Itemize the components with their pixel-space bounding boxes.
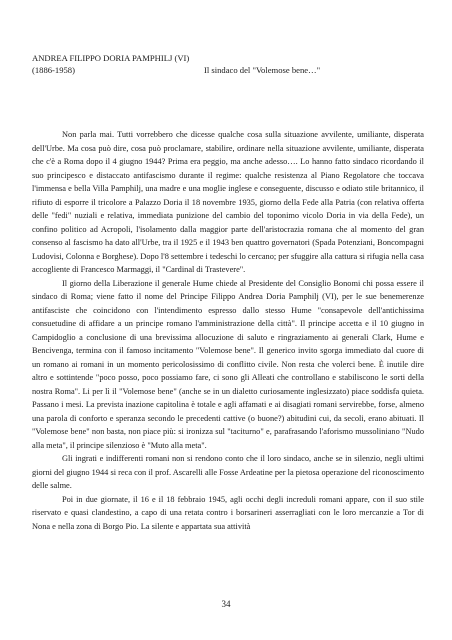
paragraph: Gli ingrati e indifferenti romani non si rendono conto che il loro sindaco, anche se in silenzio, negli ultimi giorni del giugno 1944 si reca con il prof. Ascarelli alle Fosse Ardeatine per la pietosa operazione del riconoscimento delle salme. [32, 454, 424, 490]
chapter-subtitle: Il sindaco del "Volemose bene…" [204, 65, 321, 75]
paragraph: Non parla mai. Tutti vorrebbero che dicesse qualche cosa sulla situazione avvilente, umiliante, disperata dell'Urbe. Ma cosa può dire, cosa può proclamare, stabilire, ordinare nella situazione avvilente, umiliante, disperata che c'è a Roma dopo il 4 giugno 1944? Prima era peggio, ma anche adesso…. Lo hanno fatto sindaco ricordando il suo principesco e distaccato antifascismo durante il regime: qualche resistenza al Piano Regolatore che toccava l'immensa e bella Villa Pamphilj, una madre e una moglie inglese e conseguente, discusso e odiato stile britannico, il rifiuto di esporre il tricolore a Palazzo Doria il 18 novembre 1935, giorno della Fede alla Patria (con relativa offerta delle "fedi" nuziali e relativa, immediata punizione del cambio del toponimo vicolo Doria in via della Fede), un confino politico ad Acropoli, l'isolamento dalla maggior parte dell'aristocrazia romana che al momento del gran consenso al fascismo ha dato all'Urbe, tra il 1925 e il 1943 ben quattro governatori (Spada Potenziani, Boncompagni Ludovisi, Colonna e Borghese). Dopo l'8 settembre i tedeschi lo cercano; per sfuggire alla cattura si rifugia nella casa accogliente di Francesco Marmaggi, il "Cardinal di Trastevere". [32, 130, 424, 274]
chapter-title: ANDREA FILIPPO DORIA PAMPHILJ (VI) [32, 53, 190, 63]
paragraph: Poi in due giornate, il 16 e il 18 febbraio 1945, agli occhi degli increduli romani appare, con il suo stile riservato e quasi clandestino, a capo di una retata contro i borsarineri asserragliati con le loro mercanzie a Tor di Nona e nella zona di Borgo Pio. La silente e appartata sua attività [32, 494, 424, 531]
body-text [32, 128, 424, 533]
chapter-subheader [32, 64, 424, 76]
chapter-years: (1886-1958) [32, 65, 75, 75]
chapter-header [32, 52, 424, 76]
paragraph: Il giorno della Liberazione il generale Hume chiede al Presidente del Consiglio Bonomi chi possa essere il sindaco di Roma; viene fatto il nome del Principe Filippo Andrea Doria Pamphilj (VI), per le sue benemerenze antifasciste che coincidono con l'intendimento espresso dallo stesso Hume "consapevole dell'antichissima consuetudine di affidare a un principe romano l'amministrazione della città". Il principe accetta e il 10 giugno in Campidoglio a conclusione di una brevissima allocuzione di saluto e ringraziamento ai generali Clark, Hume e Bencivenga, termina con il famoso incitamento "Volemose bene". Il generico invito sgorga immediato dal cuore di un romano ai romani in un momento pericolosissimo di conflitto civile. Non resta che volerci bene. È inutile dire altro e sottintende "poco posso, poco possiamo fare, ci sono gli Alleati che controllano e stabiliscono le sorti della nostra Roma". Li per lì il "Volemose bene" (anche se in un dialetto curiosamente inglesizzato) piace soddisfa quieta. Passano i mesi. La prevista inazione capitolina è totale e agli affamati e ai disagiati romani servirebbe, forse, almeno una parola di conforto e speranza secondo le precedenti cattive (o buone?) abitudini cui, da secoli, erano abituati. Il "Volemose bene" non basta, non piace più: si ironizza sul "taciturno" e, parafrasando l'aforismo mussoliniano "Nudo alla meta", il principe silenzioso è "Muto alla meta". [32, 278, 424, 450]
page-number: 34 [221, 599, 231, 609]
